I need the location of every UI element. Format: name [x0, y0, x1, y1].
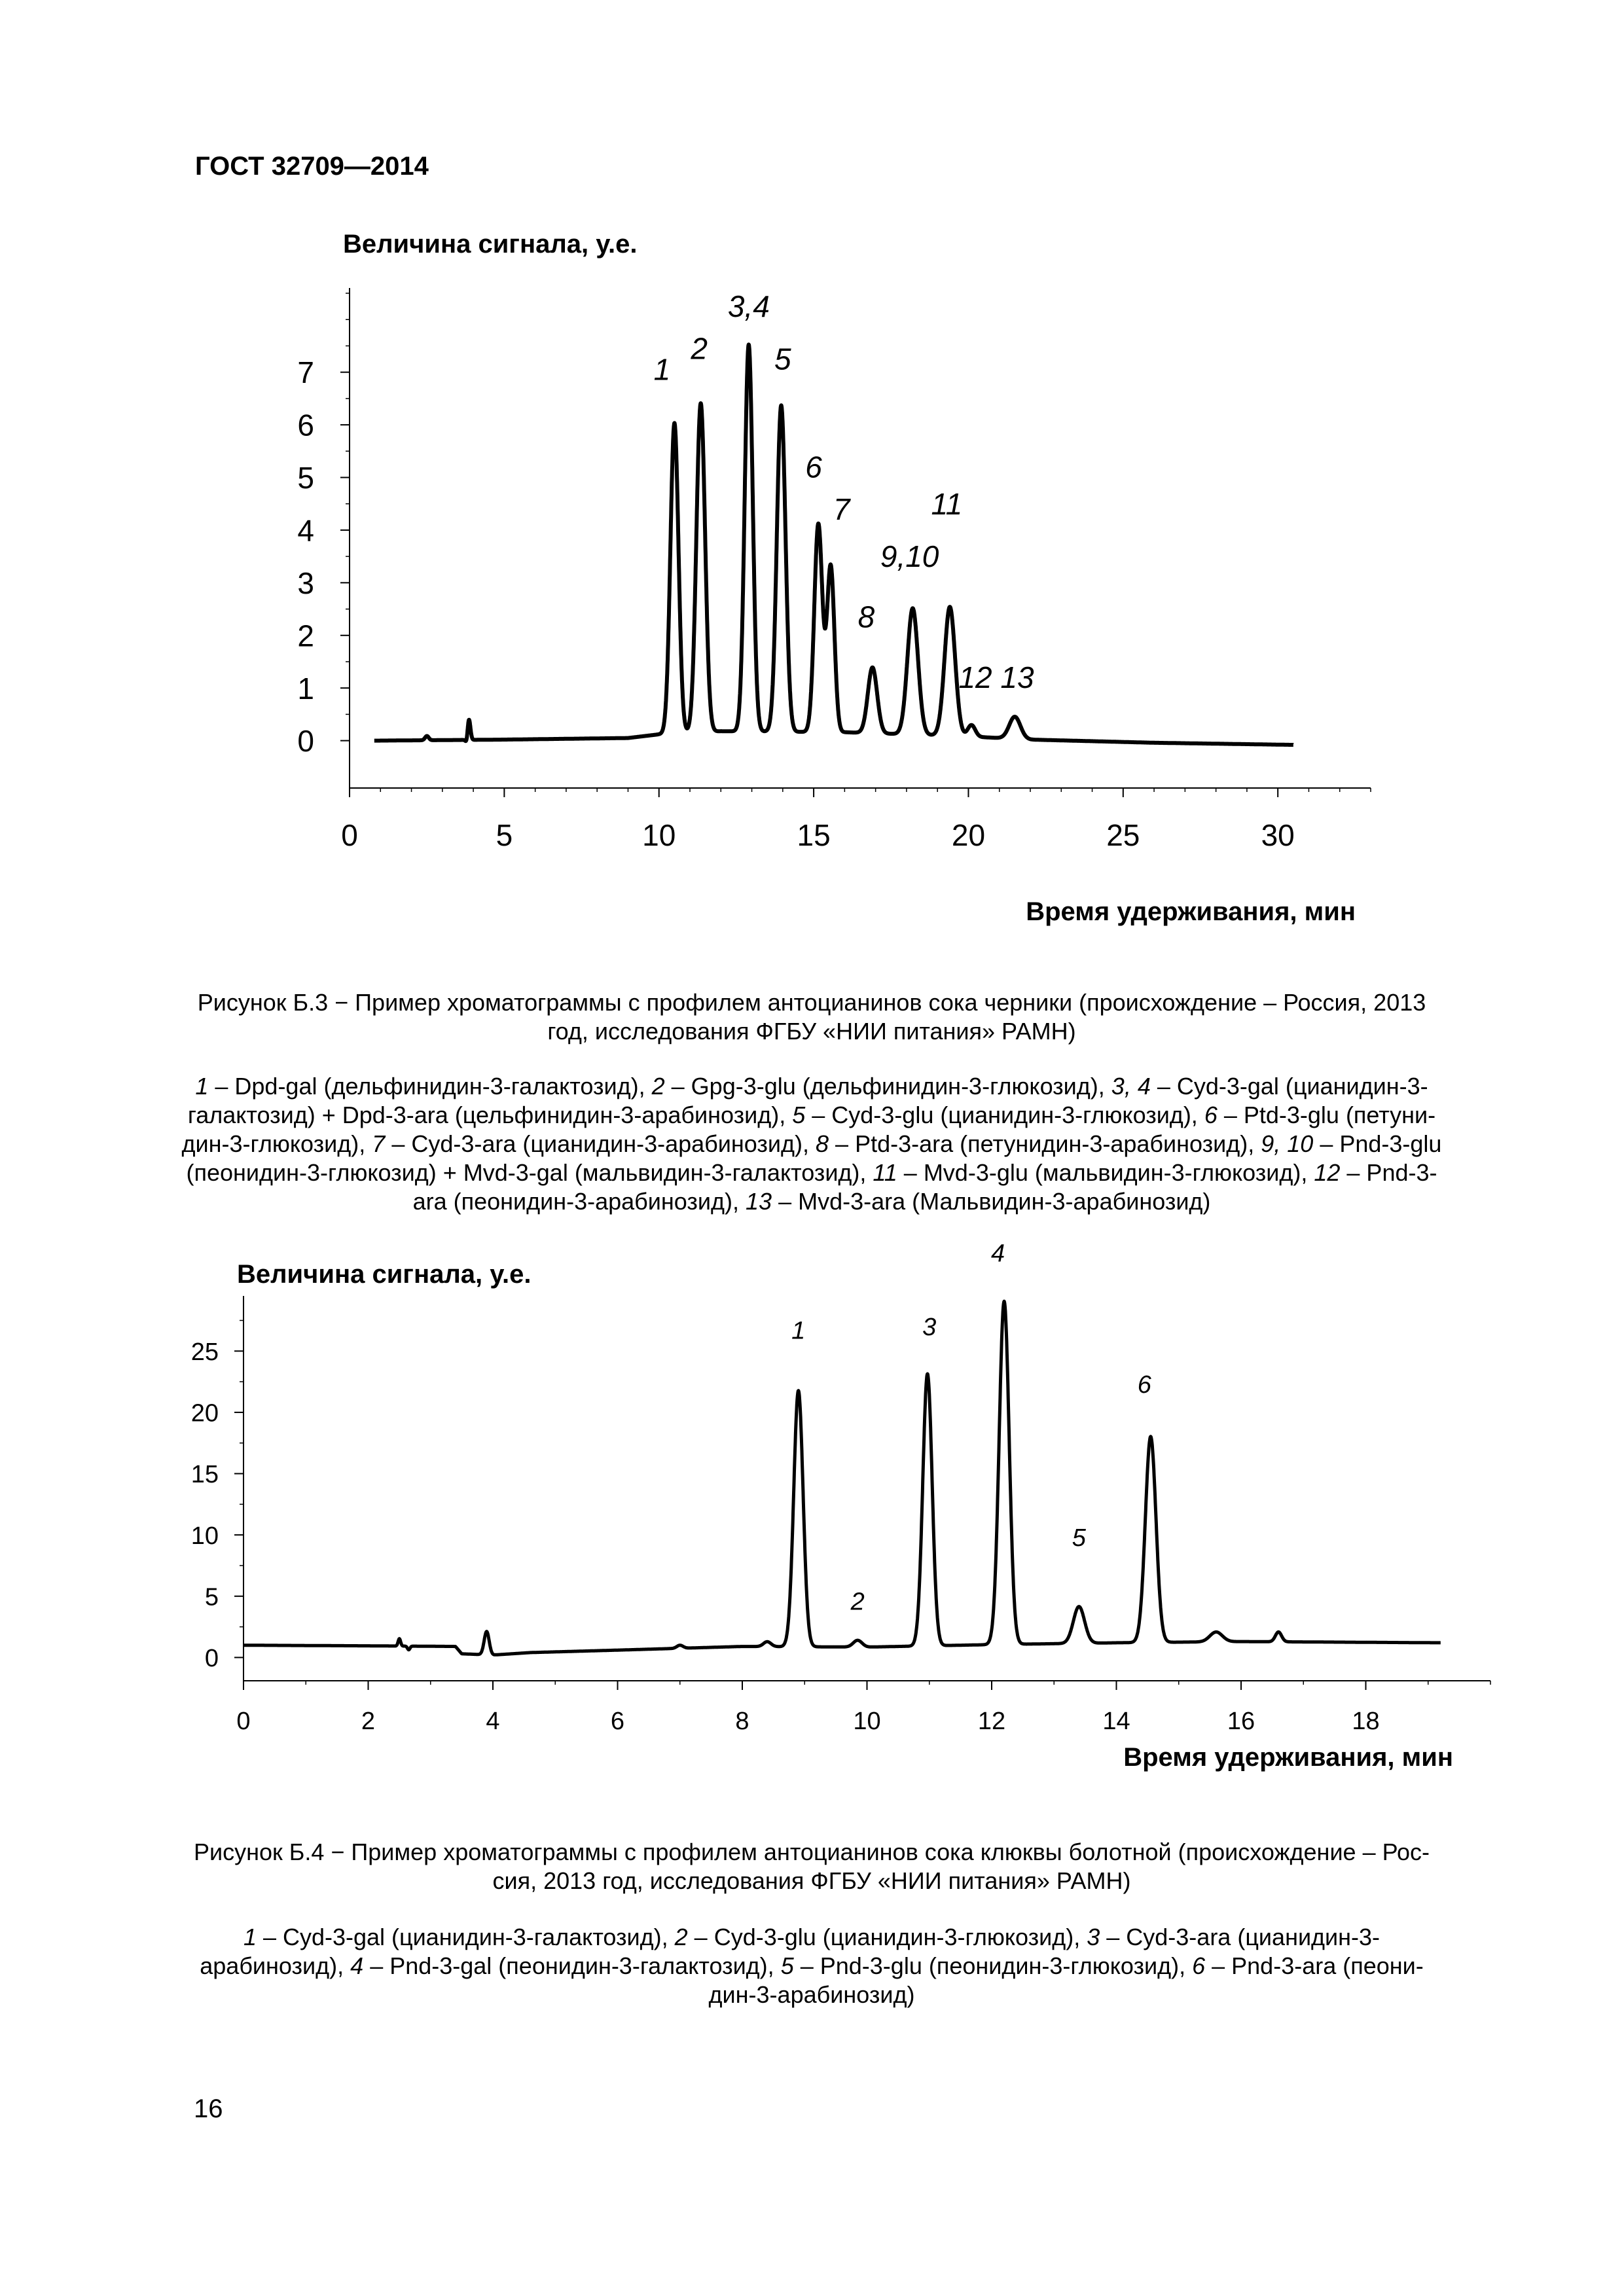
legend-text: дин-3-арабинозид) [708, 1981, 915, 2008]
peak-apex-3,4 [748, 344, 749, 346]
figure-b4-caption [164, 1838, 1460, 1895]
peak-label: 6 [1137, 1371, 1151, 1399]
peak-label: 2 [691, 331, 708, 366]
figure-b3-caption-line2: год, исследования ФГБУ «НИИ питания» РАМН) [547, 1018, 1076, 1045]
x-tick-label: 25 [1106, 818, 1140, 852]
x-tick-label: 12 [977, 1708, 1006, 1735]
legend-number: 1 [243, 1924, 257, 1950]
peak-apex-6 [1149, 1435, 1151, 1437]
x-tick-label: 20 [951, 818, 986, 852]
legend-text: – Ptd-3-ara (петунидин-3-арабинозид), [829, 1130, 1261, 1157]
legend-text: галактозид) + Dpd-3-ara (цельфинидин-3-арабинозид), [187, 1102, 793, 1128]
peak-apex-2 [700, 403, 702, 404]
y-tick-label: 7 [297, 355, 314, 390]
legend-text: – Pnd-3-ara (пеони- [1205, 1952, 1424, 1979]
legend-text: ara (пеонидин-3-арабинозид), [412, 1188, 746, 1215]
x-tick-label: 8 [735, 1708, 749, 1735]
peak-apex-6 [818, 522, 820, 524]
legend-text: – Mvd-3-ara (Мальвидин-3-арабинозид) [772, 1188, 1211, 1215]
legend-number: 3, 4 [1111, 1073, 1151, 1100]
legend-number: 13 [746, 1188, 772, 1215]
y-tick-label: 0 [297, 724, 314, 759]
peak-apex-11 [949, 606, 951, 608]
legend-b3-line-3 [164, 1130, 1460, 1158]
peak-apex-2 [857, 1640, 859, 1641]
chromatogram-trace [374, 344, 1293, 745]
y-tick-label: 1 [297, 671, 314, 706]
peak-apex-5 [780, 404, 782, 406]
peak-apex-3 [926, 1372, 928, 1374]
legend-number: 1 [195, 1073, 209, 1100]
x-tick-label: 2 [361, 1708, 376, 1735]
peak-apex-9,10 [912, 607, 914, 609]
figure-b3-legend [164, 1072, 1460, 1216]
legend-text: – Cyd-3-glu (цианидин-3-глюкозид), [805, 1102, 1204, 1128]
x-tick-label: 30 [1261, 818, 1295, 852]
peak-apex-8 [871, 666, 873, 668]
figure-b4-caption-line1: Рисунок Б.4 − Пример хроматограммы с профилем антоцианинов сока клюквы болотной (происхождение – Рос- [193, 1839, 1430, 1865]
y-tick-label: 25 [190, 1338, 219, 1366]
peak-apex-4 [1003, 1300, 1005, 1302]
legend-b3-line-4 [164, 1158, 1460, 1187]
peak-apex-5 [1078, 1605, 1080, 1607]
chromatogram-b4 [0, 1230, 1624, 1793]
legend-b4-line-1 [164, 1923, 1460, 1952]
legend-text: дин-3-глюкозид), [181, 1130, 372, 1157]
peak-apex-13 [1014, 716, 1016, 718]
legend-text: – Cyd-3-gal (цианидин-3- [1150, 1073, 1428, 1100]
legend-text: – Gpg-3-glu (дельфинидин-3-глюкозид), [664, 1073, 1111, 1100]
y-tick-label: 15 [190, 1461, 219, 1489]
legend-text: – Pnd-3-gal (пеонидин-3-галактозид), [363, 1952, 781, 1979]
legend-number: 5 [792, 1102, 806, 1128]
chromatogram-trace [244, 1301, 1441, 1655]
legend-b3-line-5 [164, 1187, 1460, 1216]
peak-apex-12 [971, 724, 973, 726]
x-tick-label: 0 [341, 818, 358, 852]
peak-label: 12 13 [958, 660, 1034, 695]
legend-b3-line-2 [164, 1101, 1460, 1130]
legend-b4-line-3 [164, 1981, 1460, 2009]
legend-text: – Cyd-3-glu (цианидин-3-глюкозид), [687, 1924, 1087, 1950]
x-tick-label: 18 [1352, 1708, 1380, 1735]
legend-text: – Mvd-3-glu (мальвидин-3-глюкозид), [897, 1159, 1314, 1186]
peak-label: 4 [990, 1240, 1005, 1268]
legend-number: 4 [350, 1952, 364, 1979]
x-tick-label: 10 [642, 818, 676, 852]
legend-number: 2 [651, 1073, 665, 1100]
y-tick-label: 2 [297, 619, 314, 653]
y-tick-label: 0 [204, 1645, 219, 1673]
peak-label: 8 [857, 600, 875, 634]
chromatogram-b3 [0, 0, 1624, 969]
x-axis-label: Время удерживания, мин [1123, 1743, 1453, 1772]
y-tick-label: 4 [297, 513, 314, 548]
legend-b3-line-1 [164, 1072, 1460, 1101]
x-tick-label: 5 [496, 818, 513, 852]
peak-label: 3,4 [727, 289, 770, 324]
legend-number: 3 [1087, 1924, 1100, 1950]
peak-label: 5 [1072, 1524, 1086, 1552]
peak-apex-1 [674, 422, 676, 424]
legend-number: 6 [1192, 1952, 1206, 1979]
legend-text: – Pnd-3-glu (пеонидин-3-глюкозид), [793, 1952, 1193, 1979]
peak-apex-1 [797, 1390, 799, 1391]
x-tick-label: 14 [1102, 1708, 1130, 1735]
y-axis-label: Величина сигнала, у.е. [343, 230, 638, 259]
x-tick-label: 15 [797, 818, 831, 852]
legend-text: – Cyd-3-ara (цианидин-3-арабинозид), [385, 1130, 816, 1157]
peak-label: 5 [774, 342, 791, 376]
legend-text: (пеонидин-3-глюкозид) + Mvd-3-gal (мальвидин-3-галактозид), [186, 1159, 873, 1186]
x-tick-label: 0 [236, 1708, 251, 1735]
y-tick-label: 6 [297, 408, 314, 442]
peak-label: 11 [931, 486, 963, 521]
x-tick-label: 6 [610, 1708, 625, 1735]
peak-label: 1 [653, 352, 671, 387]
y-tick-label: 5 [297, 461, 314, 495]
peak-label: 7 [833, 492, 850, 526]
peak-label: 9,10 [880, 539, 939, 574]
legend-number: 7 [372, 1130, 386, 1157]
y-tick-label: 5 [204, 1583, 219, 1611]
legend-number: 9, 10 [1261, 1130, 1314, 1157]
peak-apex-7 [830, 564, 832, 565]
document-header: ГОСТ 32709—2014 [195, 152, 429, 181]
figure-b3-caption-line1: Рисунок Б.3 − Пример хроматограммы с профилем антоцианинов сока черники (происхождение – Россия, 2013 [197, 989, 1426, 1016]
legend-number: 11 [873, 1159, 897, 1186]
page-number: 16 [194, 2094, 223, 2123]
x-axis-label: Время удерживания, мин [1026, 897, 1356, 926]
legend-text: – Cyd-3-ara (цианидин-3- [1100, 1924, 1380, 1950]
legend-number: 2 [674, 1924, 688, 1950]
legend-text: арабинозид), [200, 1952, 351, 1979]
legend-number: 6 [1204, 1102, 1218, 1128]
legend-number: 12 [1314, 1159, 1341, 1186]
y-tick-label: 3 [297, 565, 314, 600]
figure-b3-caption [164, 988, 1460, 1046]
x-tick-label: 10 [853, 1708, 881, 1735]
legend-b4-line-2 [164, 1952, 1460, 1981]
x-tick-label: 4 [486, 1708, 500, 1735]
legend-number: 5 [780, 1952, 794, 1979]
y-axis-label: Величина сигнала, у.е. [237, 1260, 532, 1289]
peak-label: 1 [791, 1317, 806, 1345]
legend-number: 8 [816, 1130, 829, 1157]
legend-text: – Pnd-3- [1340, 1159, 1437, 1186]
peak-label: 2 [850, 1588, 865, 1616]
y-tick-label: 10 [190, 1522, 219, 1550]
figure-b4-caption-line2: сия, 2013 год, исследования ФГБУ «НИИ питания» РАМН) [492, 1867, 1131, 1894]
legend-text: – Cyd-3-gal (цианидин-3-галактозид), [256, 1924, 675, 1950]
legend-text: – Pnd-3-glu [1313, 1130, 1442, 1157]
legend-text: – Dpd-gal (дельфинидин-3-галактозид), [208, 1073, 652, 1100]
x-tick-label: 16 [1227, 1708, 1255, 1735]
peak-label: 6 [805, 450, 822, 484]
legend-text: – Ptd-3-glu (петуни- [1217, 1102, 1436, 1128]
figure-b4-legend [164, 1923, 1460, 2009]
y-tick-label: 20 [190, 1399, 219, 1427]
peak-label: 3 [922, 1313, 937, 1341]
